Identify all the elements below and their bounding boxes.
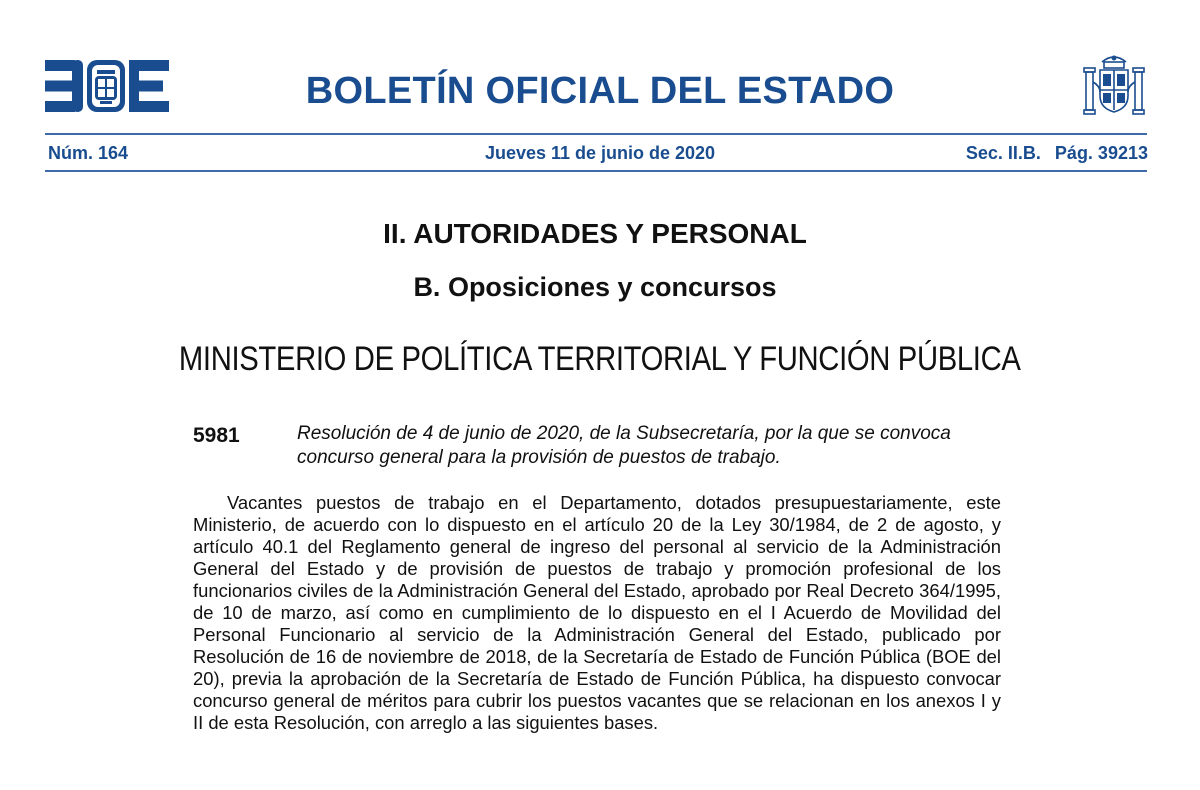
entry-number: 5981 <box>193 424 240 447</box>
issue-number: Núm. 164 <box>48 143 129 163</box>
gazette-title: BOLETÍN OFICIAL DEL ESTADO <box>305 70 895 112</box>
coat-of-arms-icon <box>1080 52 1148 127</box>
section-page-info <box>952 143 1148 164</box>
boe-logo <box>45 60 169 117</box>
body-paragraph-text: Vacantes puestos de trabajo en el Departamento, dotados presupuestariamente, este Ministerio, de acuerdo con lo dispuesto en el artículo 20 de la Ley 30/1984, de 2 de agosto, y artículo 40.1 del Reglamento general de ingreso del personal al servicio de la Administración General del Estado y de provisión de puestos de trabajo y promoción profesional de los funcionarios civiles de la Administración General del Estado, aprobado por Real Decreto 364/1995, de 10 de marzo, así como en cumplimiento de lo dispuesto en el I Acuerdo de Movilidad del Personal Funcionario al servicio de la Administración General del Estado, publicado por Resolución de 16 de noviembre de 2018, de la Secretaría de Estado de Función Pública (BOE del 20), previa la aprobación de la Secretaría de Estado de Función Pública, ha dispuesto convocar concurso general de méritos para cubrir los puestos vacantes que se relacionan en los anexos I y II de esta Resolución, con arreglo a las siguientes bases. <box>193 492 1001 733</box>
body-paragraph <box>193 492 1001 734</box>
issue-date: Jueves 11 de junio de 2020 <box>484 143 716 163</box>
header-bottom-rule <box>45 170 1147 172</box>
section-label: Sec. II.B. <box>965 143 1041 163</box>
header-top-rule <box>45 133 1147 135</box>
page-number: Pág. 39213 <box>1054 143 1148 163</box>
page-header <box>0 0 1200 180</box>
entry-title: Resolución de 4 de junio de 2020, de la Subsecretaría, por la que se convoca concurso general para la provisión de puestos de trabajo. <box>297 423 951 468</box>
section-heading: II. AUTORIDADES Y PERSONAL <box>383 218 807 249</box>
subsection-heading: B. Oposiciones y concursos <box>413 272 777 302</box>
ministry-heading: MINISTERIO DE POLÍTICA TERRITORIAL Y FUNCIÓN PÚBLICA <box>178 340 1021 378</box>
